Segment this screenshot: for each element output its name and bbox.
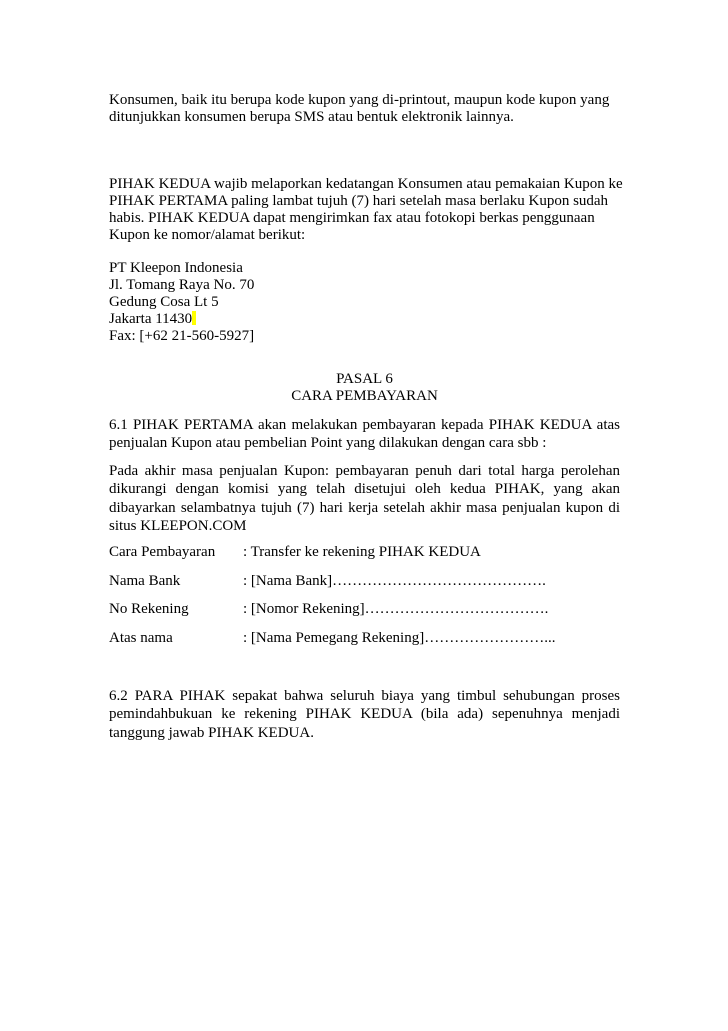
- payment-value: : [Nama Pemegang Rekening]……………………...: [243, 630, 556, 646]
- payment-label: Atas nama: [109, 630, 173, 646]
- intro-line: Konsumen, baik itu berupa kode kupon yang di-printout, maupun kode kupon yang: [109, 92, 610, 108]
- city-postal: [109, 311, 620, 328]
- company-name: PT Kleepon Indonesia: [109, 260, 243, 276]
- article-number: PASAL 6: [336, 371, 393, 387]
- address-block: [109, 260, 620, 345]
- report-paragraph: [109, 176, 623, 244]
- fax-number: Fax: [+62 21-560-5927]: [109, 328, 255, 344]
- building-name: Gedung Cosa Lt 5: [109, 294, 219, 310]
- report-line: Kupon ke nomor/alamat berikut:: [109, 227, 306, 243]
- payment-value: : [Nama Bank]…………………………………….: [243, 573, 546, 589]
- report-line: PIHAK PERTAMA paling lambat tujuh (7) hari setelah masa berlaku Kupon sudah: [109, 193, 609, 209]
- section-6-1: 6.1 PIHAK PERTAMA akan melakukan pembayaran kepada PIHAK KEDUA atas penjualan Kupon atau pembelian Point yang dilakukan dengan cara sbb :: [109, 417, 620, 452]
- street-address: Jl. Tomang Raya No. 70: [109, 277, 255, 293]
- report-line: PIHAK KEDUA wajib melaporkan kedatangan Konsumen atau pemakaian Kupon ke: [109, 176, 623, 192]
- intro-paragraph: [109, 92, 620, 126]
- highlight-marker: [192, 311, 196, 325]
- payment-value: : Transfer ke rekening PIHAK KEDUA: [243, 544, 481, 560]
- article-title: CARA PEMBAYARAN: [291, 388, 438, 404]
- intro-line: ditunjukkan konsumen berupa SMS atau bentuk elektronik lainnya.: [109, 109, 514, 125]
- payment-label: No Rekening: [109, 601, 189, 617]
- payment-label: Cara Pembayaran: [109, 544, 216, 560]
- report-line: habis. PIHAK KEDUA dapat mengirimkan fax atau fotokopi berkas penggunaan: [109, 210, 595, 226]
- payment-paragraph: Pada akhir masa penjualan Kupon: pembayaran penuh dari total harga perolehan dikurangi dengan komisi yang telah disetujui oleh kedua PIHAK, yang akan dibayarkan selambatnya tujuh (7) hari kerja setelah akhir masa penjualan kupon di situs KLEEPON.COM: [109, 463, 620, 534]
- section-6-2: 6.2 PARA PIHAK sepakat bahwa seluruh biaya yang timbul sehubungan proses pemindahbukuan ke rekening PIHAK KEDUA (bila ada) sepenuhnya menjadi tanggung jawab PIHAK KEDUA.: [109, 688, 620, 741]
- payment-label: Nama Bank: [109, 573, 181, 589]
- payment-value: : [Nomor Rekening]……………………………….: [243, 601, 549, 617]
- city-postal-text: Jakarta 11430: [109, 311, 193, 327]
